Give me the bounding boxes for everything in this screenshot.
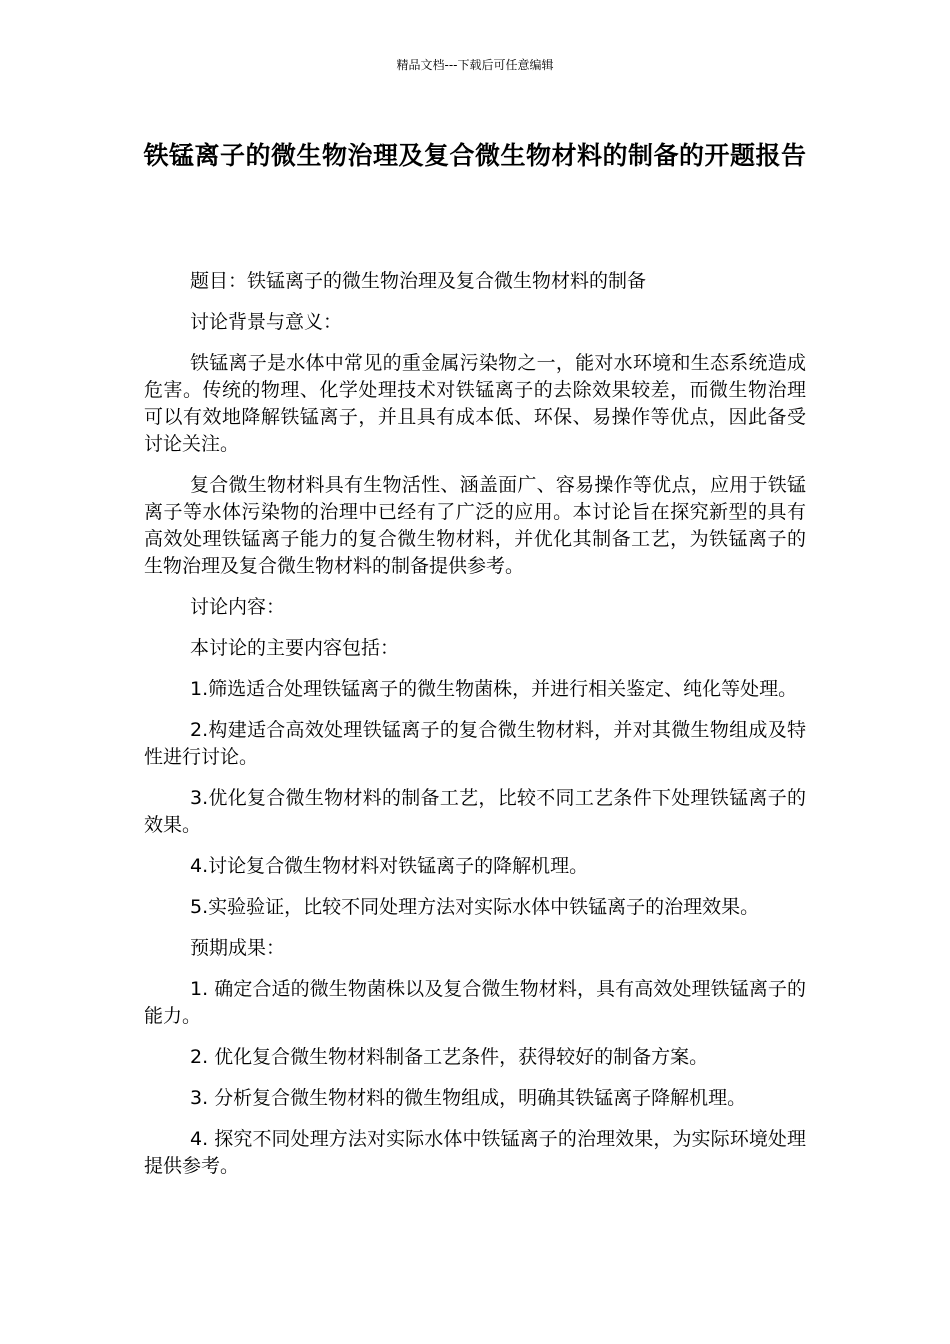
section-heading-content: 讨论内容：	[190, 596, 286, 618]
background-paragraph-1: 铁锰离子是水体中常见的重金属污染物之一，能对水环境和生态系统造成危害。传统的物理、化学处理技术对铁锰离子的去除效果较差，而微生物治理可以有效地降解铁锰离子，并且具有成本低、环保、易操作等优点，因此备受讨论关注。	[144, 352, 806, 455]
content-item-5: 5.实验验证，比较不同处理方法对实际水体中铁锰离子的治理效果。	[190, 896, 760, 918]
topic-line: 题目：铁锰离子的微生物治理及复合微生物材料的制备	[190, 270, 647, 292]
document-body	[144, 268, 806, 1194]
content-item-1: 1.筛选适合处理铁锰离子的微生物菌株，并进行相关鉴定、纯化等处理。	[190, 678, 798, 700]
document-title: 铁锰离子的微生物治理及复合微生物材料的制备的开题报告	[143, 141, 807, 170]
outcome-item-1: 1. 确定合适的微生物菌株以及复合微生物材料，具有高效处理铁锰离子的能力。	[144, 978, 806, 1027]
outcome-item-2: 2. 优化复合微生物材料制备工艺条件，获得较好的制备方案。	[190, 1046, 709, 1068]
header-note: 精品文档---下载后可任意编辑	[396, 58, 554, 72]
outcome-item-4: 4. 探究不同处理方法对实际水体中铁锰离子的治理效果，为实际环境处理提供参考。	[144, 1128, 806, 1177]
background-paragraph-2: 复合微生物材料具有生物活性、涵盖面广、容易操作等优点，应用于铁锰离子等水体污染物的治理中已经有了广泛的应用。本讨论旨在探究新型的具有高效处理铁锰离子能力的复合微生物材料，并优化其制备工艺，为铁锰离子的生物治理及复合微生物材料的制备提供参考。	[144, 474, 806, 577]
outcome-item-3: 3. 分析复合微生物材料的微生物组成，明确其铁锰离子降解机理。	[190, 1087, 747, 1109]
section-heading-background: 讨论背景与意义：	[190, 311, 343, 333]
content-item-3: 3.优化复合微生物材料的制备工艺，比较不同工艺条件下处理铁锰离子的效果。	[144, 787, 806, 836]
section-heading-outcomes: 预期成果：	[190, 937, 286, 959]
content-item-4: 4.讨论复合微生物材料对铁锰离子的降解机理。	[190, 855, 589, 877]
content-intro: 本讨论的主要内容包括：	[190, 637, 400, 659]
content-item-2: 2.构建适合高效处理铁锰离子的复合微生物材料，并对其微生物组成及特性进行讨论。	[144, 719, 806, 768]
